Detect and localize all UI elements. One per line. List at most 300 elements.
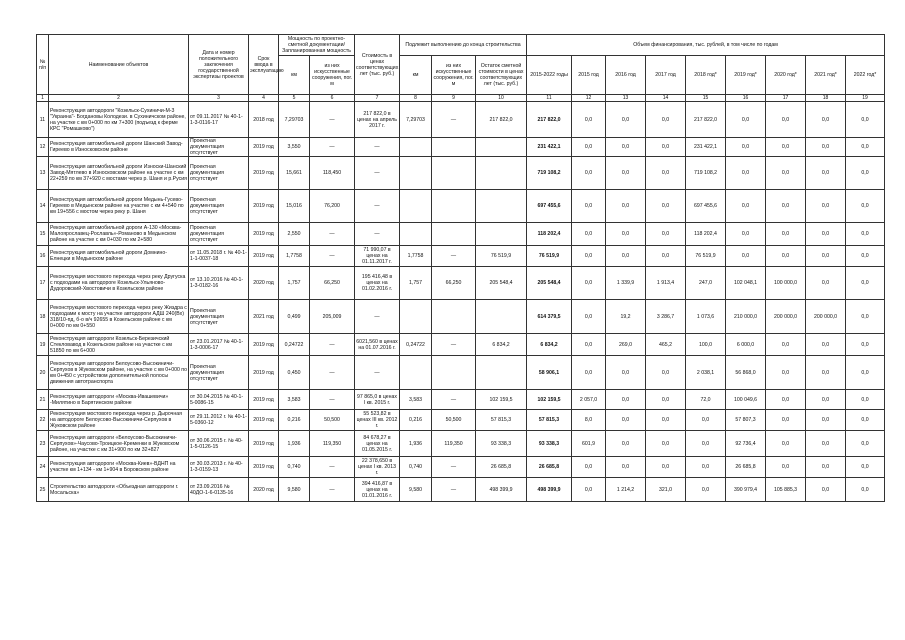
deadline: 2019 год bbox=[249, 334, 279, 356]
funding-2022: 0,0 bbox=[846, 390, 885, 410]
remaining-cost: 6 834,2 bbox=[476, 334, 527, 356]
funding-2015: 2 057,0 bbox=[572, 390, 606, 410]
funding-2015: 0,0 bbox=[572, 356, 606, 390]
expertise-info: Проектная документация отсутствует bbox=[189, 157, 249, 190]
total-2015-2022: 231 422,1 bbox=[527, 138, 572, 157]
column-number: 15 bbox=[686, 95, 726, 102]
funding-2022: 0,0 bbox=[846, 157, 885, 190]
total-2015-2022: 58 906,1 bbox=[527, 356, 572, 390]
funding-2022: 0,0 bbox=[846, 138, 885, 157]
capacity-km: 0,499 bbox=[279, 300, 310, 334]
funding-2017: 465,2 bbox=[646, 334, 686, 356]
remaining-structures: — bbox=[432, 102, 476, 138]
row-number: 17 bbox=[37, 267, 49, 300]
funding-2021: 0,0 bbox=[806, 356, 846, 390]
funding-2021: 0,0 bbox=[806, 102, 846, 138]
row-number: 11 bbox=[37, 102, 49, 138]
header-art-structures-remaining: из них искусственные сооружения, пог. м bbox=[432, 56, 476, 95]
header-deadline: Срок ввода в эксплуатацию bbox=[249, 35, 279, 95]
funding-2020: 0,0 bbox=[766, 390, 806, 410]
expertise-info: от 23.09.2016 № 40ДО-1-6-0135-16 bbox=[189, 478, 249, 502]
remaining-km: 9,580 bbox=[400, 478, 432, 502]
funding-2021: 0,0 bbox=[806, 431, 846, 457]
remaining-km: 7,29703 bbox=[400, 102, 432, 138]
funding-2020: 0,0 bbox=[766, 138, 806, 157]
funding-2017: 0,0 bbox=[646, 190, 686, 223]
header-year-2018: 2018 год* bbox=[686, 56, 726, 95]
remaining-km: 0,740 bbox=[400, 457, 432, 478]
table-row bbox=[37, 102, 885, 138]
funding-2020: 0,0 bbox=[766, 157, 806, 190]
total-2015-2022: 26 685,8 bbox=[527, 457, 572, 478]
total-2015-2022: 205 548,4 bbox=[527, 267, 572, 300]
table-row bbox=[37, 267, 885, 300]
capacity-km: 0,216 bbox=[279, 410, 310, 431]
remaining-km: 1,936 bbox=[400, 431, 432, 457]
table-row bbox=[37, 223, 885, 246]
column-number: 13 bbox=[606, 95, 646, 102]
header-to-complete: Подлежит выполнению до конца строительства bbox=[400, 35, 527, 56]
object-name: Реконструкция автодороги «Москва-Киев»-ВДНП на участке км 1+134 - км 1+904 в Боровском районе bbox=[49, 457, 189, 478]
funding-2021: 0,0 bbox=[806, 190, 846, 223]
capacity-km: 3,550 bbox=[279, 138, 310, 157]
cost: — bbox=[355, 157, 400, 190]
table-row bbox=[37, 246, 885, 267]
column-number: 1 bbox=[37, 95, 49, 102]
object-name: Реконструкция автомобильной дороги Износки-Шанский Завод-Мятлево в Износковском районе на участке с км 22+259 по км 37+920 с мостами через р. Шаня и р.Русия bbox=[49, 157, 189, 190]
remaining-cost bbox=[476, 223, 527, 246]
remaining-km bbox=[400, 157, 432, 190]
capacity-structures: 118,450 bbox=[310, 157, 355, 190]
funding-2016: 0,0 bbox=[606, 246, 646, 267]
remaining-cost: 498 399,9 bbox=[476, 478, 527, 502]
deadline: 2018 год bbox=[249, 102, 279, 138]
funding-2018: 72,0 bbox=[686, 390, 726, 410]
funding-2021: 0,0 bbox=[806, 457, 846, 478]
remaining-structures bbox=[432, 190, 476, 223]
funding-2017: 0,0 bbox=[646, 157, 686, 190]
remaining-km: 0,216 bbox=[400, 410, 432, 431]
capacity-structures: 119,350 bbox=[310, 431, 355, 457]
funding-2020: 0,0 bbox=[766, 431, 806, 457]
funding-2022: 0,0 bbox=[846, 356, 885, 390]
remaining-km bbox=[400, 190, 432, 223]
row-number: 12 bbox=[37, 138, 49, 157]
column-number-row bbox=[37, 95, 885, 102]
row-number: 22 bbox=[37, 410, 49, 431]
cost: 394 416,87 в ценах на 01.01.2016 г. bbox=[355, 478, 400, 502]
capacity-km: 15,661 bbox=[279, 157, 310, 190]
funding-2016: 19,2 bbox=[606, 300, 646, 334]
funding-2017: 0,0 bbox=[646, 431, 686, 457]
cost: 217 822,0 в ценах на апрель 2017 г. bbox=[355, 102, 400, 138]
funding-2019: 92 736,4 bbox=[726, 431, 766, 457]
deadline: 2021 год bbox=[249, 300, 279, 334]
funding-2019: 0,0 bbox=[726, 246, 766, 267]
header-remaining-cost: Остаток сметной стоимости в ценах соответствующих лет (тыс. руб.) bbox=[476, 56, 527, 95]
remaining-structures: — bbox=[432, 334, 476, 356]
total-2015-2022: 76 519,9 bbox=[527, 246, 572, 267]
row-number: 24 bbox=[37, 457, 49, 478]
funding-2017: 321,0 bbox=[646, 478, 686, 502]
capacity-km: 1,757 bbox=[279, 267, 310, 300]
funding-2020: 0,0 bbox=[766, 190, 806, 223]
funding-2018: 0,0 bbox=[686, 431, 726, 457]
funding-2022: 0,0 bbox=[846, 246, 885, 267]
deadline: 2019 год bbox=[249, 457, 279, 478]
funding-2017: 3 286,7 bbox=[646, 300, 686, 334]
column-number: 17 bbox=[766, 95, 806, 102]
funding-2022: 0,0 bbox=[846, 334, 885, 356]
remaining-cost bbox=[476, 300, 527, 334]
capacity-km: 9,580 bbox=[279, 478, 310, 502]
remaining-structures: 50,500 bbox=[432, 410, 476, 431]
cost: 84 678,27 в ценах на 01.05.2015 г. bbox=[355, 431, 400, 457]
funding-2018: 100,0 bbox=[686, 334, 726, 356]
deadline: 2019 год bbox=[249, 157, 279, 190]
cost: 6021,560 в ценах на 01.07.2016 г. bbox=[355, 334, 400, 356]
remaining-km: 1,757 bbox=[400, 267, 432, 300]
funding-2019: 102 048,1 bbox=[726, 267, 766, 300]
funding-2018: 118 202,4 bbox=[686, 223, 726, 246]
table-row bbox=[37, 457, 885, 478]
funding-2021: 0,0 bbox=[806, 410, 846, 431]
header-capacity: Мощность по проектно-сметной документации/ Запланированная мощность bbox=[279, 35, 355, 56]
capacity-structures: 205,009 bbox=[310, 300, 355, 334]
remaining-km: 1,7758 bbox=[400, 246, 432, 267]
funding-2018: 1 073,6 bbox=[686, 300, 726, 334]
funding-2018: 0,0 bbox=[686, 457, 726, 478]
deadline: 2020 год bbox=[249, 267, 279, 300]
capacity-structures: 66,250 bbox=[310, 267, 355, 300]
header-year-2016: 2016 год bbox=[606, 56, 646, 95]
column-number: 19 bbox=[846, 95, 885, 102]
funding-2017: 0,0 bbox=[646, 390, 686, 410]
funding-2019: 0,0 bbox=[726, 138, 766, 157]
funding-2020: 0,0 bbox=[766, 102, 806, 138]
expertise-info: Проектная документация отсутствует bbox=[189, 223, 249, 246]
row-number: 23 bbox=[37, 431, 49, 457]
capacity-structures: — bbox=[310, 390, 355, 410]
funding-2019: 0,0 bbox=[726, 157, 766, 190]
funding-2016: 0,0 bbox=[606, 102, 646, 138]
row-number: 14 bbox=[37, 190, 49, 223]
expertise-info: Проектная документация отсутствует bbox=[189, 356, 249, 390]
capacity-km: 0,740 bbox=[279, 457, 310, 478]
remaining-cost bbox=[476, 157, 527, 190]
funding-2021: 0,0 bbox=[806, 157, 846, 190]
object-name: Реконструкция автодороги Белоусово-Высокиничи-Серпухов в Жуковском районе, на участке с км 0+000 по км 0+450 с устройством дополнительной полосы движения автотранспорта bbox=[49, 356, 189, 390]
header-name: Наименование объектов bbox=[49, 35, 189, 95]
total-2015-2022: 6 834,2 bbox=[527, 334, 572, 356]
funding-2016: 0,0 bbox=[606, 390, 646, 410]
funding-2016: 0,0 bbox=[606, 138, 646, 157]
funding-2019: 57 807,3 bbox=[726, 410, 766, 431]
object-name: Реконструкция мостового перехода через р. Дырочная на автодороге Белоусово-Высокиничи-Серпухов в Жуковском районе bbox=[49, 410, 189, 431]
capacity-structures: 50,500 bbox=[310, 410, 355, 431]
cost: — bbox=[355, 356, 400, 390]
funding-2018: 719 108,2 bbox=[686, 157, 726, 190]
row-number: 25 bbox=[37, 478, 49, 502]
header-year-2015: 2015 год bbox=[572, 56, 606, 95]
funding-2016: 0,0 bbox=[606, 356, 646, 390]
deadline: 2019 год bbox=[249, 431, 279, 457]
expertise-info: от 29.11.2012 г. № 40-1-5-0360-12 bbox=[189, 410, 249, 431]
capacity-km: 3,583 bbox=[279, 390, 310, 410]
funding-2018: 0,0 bbox=[686, 410, 726, 431]
funding-table bbox=[36, 34, 885, 502]
row-number: 18 bbox=[37, 300, 49, 334]
funding-2016: 0,0 bbox=[606, 410, 646, 431]
funding-2018: 0,0 bbox=[686, 478, 726, 502]
capacity-structures: — bbox=[310, 138, 355, 157]
funding-2016: 1 339,9 bbox=[606, 267, 646, 300]
remaining-structures bbox=[432, 356, 476, 390]
remaining-km bbox=[400, 223, 432, 246]
funding-2021: 200 000,0 bbox=[806, 300, 846, 334]
total-2015-2022: 102 159,5 bbox=[527, 390, 572, 410]
funding-2022: 0,0 bbox=[846, 457, 885, 478]
row-number: 15 bbox=[37, 223, 49, 246]
funding-2018: 217 822,0 bbox=[686, 102, 726, 138]
expertise-info: от 23.01.2017 № 40-1-1-3-0006-17 bbox=[189, 334, 249, 356]
funding-2019: 210 000,0 bbox=[726, 300, 766, 334]
deadline: 2019 год bbox=[249, 356, 279, 390]
capacity-structures: — bbox=[310, 223, 355, 246]
funding-2018: 697 455,6 bbox=[686, 190, 726, 223]
column-number: 3 bbox=[189, 95, 249, 102]
cost: 195 416,48 в ценах на 01.02.2016 г. bbox=[355, 267, 400, 300]
remaining-km bbox=[400, 300, 432, 334]
total-2015-2022: 719 108,2 bbox=[527, 157, 572, 190]
object-name: Реконструкция автодороги «Москва-Ивашевичи» -Милятино в Барятинском районе bbox=[49, 390, 189, 410]
document-sheet bbox=[36, 34, 877, 502]
remaining-structures bbox=[432, 157, 476, 190]
header-year-2022: 2022 год* bbox=[846, 56, 885, 95]
column-number: 8 bbox=[400, 95, 432, 102]
funding-2015: 0,0 bbox=[572, 246, 606, 267]
funding-2022: 0,0 bbox=[846, 410, 885, 431]
expertise-info: от 13.10.2016 № 40-1-1-3-0182-16 bbox=[189, 267, 249, 300]
funding-2022: 0,0 bbox=[846, 223, 885, 246]
funding-2022: 0,0 bbox=[846, 300, 885, 334]
funding-2016: 1 214,2 bbox=[606, 478, 646, 502]
capacity-structures: — bbox=[310, 246, 355, 267]
remaining-cost: 76 519,9 bbox=[476, 246, 527, 267]
remaining-cost: 57 815,3 bbox=[476, 410, 527, 431]
column-number: 6 bbox=[310, 95, 355, 102]
column-number: 4 bbox=[249, 95, 279, 102]
table-row bbox=[37, 410, 885, 431]
deadline: 2019 год bbox=[249, 410, 279, 431]
funding-2015: 0,0 bbox=[572, 478, 606, 502]
funding-2016: 0,0 bbox=[606, 457, 646, 478]
header-year-2019: 2019 год* bbox=[726, 56, 766, 95]
header-year-2021: 2021 год* bbox=[806, 56, 846, 95]
funding-2021: 0,0 bbox=[806, 138, 846, 157]
funding-2017: 0,0 bbox=[646, 457, 686, 478]
column-number: 16 bbox=[726, 95, 766, 102]
header-cost: Стоимость в ценах соответствующих лет (тыс. руб.) bbox=[355, 35, 400, 95]
column-number: 2 bbox=[49, 95, 189, 102]
remaining-structures: 119,350 bbox=[432, 431, 476, 457]
object-name: Реконструкция мостового перехода через реку Жиздра с подходами к мосту на участке автодороги АДШ 240(Вх) 318/10-пд, б-о в/ч 92655 в Козельском районе с км 0+000 по км 0+550 bbox=[49, 300, 189, 334]
capacity-km: 15,016 bbox=[279, 190, 310, 223]
table-row bbox=[37, 390, 885, 410]
funding-2019: 100 049,6 bbox=[726, 390, 766, 410]
funding-2020: 100 000,0 bbox=[766, 267, 806, 300]
funding-2021: 0,0 bbox=[806, 223, 846, 246]
remaining-cost: 26 685,8 bbox=[476, 457, 527, 478]
remaining-km: 0,24722 bbox=[400, 334, 432, 356]
funding-2020: 0,0 bbox=[766, 223, 806, 246]
header-expertise: Дата и номер положительного заключения государственной экспертизы проектов bbox=[189, 35, 249, 95]
remaining-km bbox=[400, 356, 432, 390]
column-number: 18 bbox=[806, 95, 846, 102]
funding-2019: 56 868,0 bbox=[726, 356, 766, 390]
expertise-info: Проектная документация отсутствует bbox=[189, 190, 249, 223]
object-name: Реконструкция мостового перехода через реку Другуска с подходами на автодороге Козельск-Ульяново-Дудоровский-Хвостовичи в Козельском районе bbox=[49, 267, 189, 300]
table-row bbox=[37, 431, 885, 457]
funding-2018: 231 422,1 bbox=[686, 138, 726, 157]
capacity-km: 1,936 bbox=[279, 431, 310, 457]
remaining-km: 3,583 bbox=[400, 390, 432, 410]
column-number: 7 bbox=[355, 95, 400, 102]
funding-2020: 0,0 bbox=[766, 356, 806, 390]
total-2015-2022: 217 822,0 bbox=[527, 102, 572, 138]
capacity-km: 2,550 bbox=[279, 223, 310, 246]
remaining-cost bbox=[476, 356, 527, 390]
funding-2015: 0,0 bbox=[572, 267, 606, 300]
funding-2017: 0,0 bbox=[646, 410, 686, 431]
funding-2021: 0,0 bbox=[806, 334, 846, 356]
funding-2022: 0,0 bbox=[846, 190, 885, 223]
deadline: 2019 год bbox=[249, 223, 279, 246]
header-art-structures: из них искусственные сооружения, пог. м bbox=[310, 56, 355, 95]
object-name: Реконструкция автодороги "Козельск-Сухиничи-М-3 "Украина"- Богдановы Колодези. в Сухиничском районе, на участке с км 0+000 по км 7+300 (подъезд к ферме КРС "Ромашково") bbox=[49, 102, 189, 138]
funding-2022: 0,0 bbox=[846, 478, 885, 502]
column-number: 14 bbox=[646, 95, 686, 102]
table-row bbox=[37, 478, 885, 502]
deadline: 2020 год bbox=[249, 478, 279, 502]
deadline: 2019 год bbox=[249, 190, 279, 223]
object-name: Реконструкция автомобильной дороги Медынь-Гусево-Гиреево в Медынском районе на участке с км 4+540 по км 19+556 с мостом через реку р. Шаня bbox=[49, 190, 189, 223]
expertise-info: от 30.04.2015 № 40-1-5-0086-15 bbox=[189, 390, 249, 410]
funding-2021: 0,0 bbox=[806, 246, 846, 267]
object-name: Реконструкция автодороги «Белоусово-Высокиничи-Серпухов»-Чаусово-Троицкое-Кременки в Жуковском районе, на участке с км 31+900 по км 32+827 bbox=[49, 431, 189, 457]
header-funding: Объем финансирования, тыс. рублей, в том числе по годам bbox=[527, 35, 885, 56]
funding-2015: 601,9 bbox=[572, 431, 606, 457]
remaining-structures bbox=[432, 138, 476, 157]
funding-2016: 0,0 bbox=[606, 223, 646, 246]
column-number: 12 bbox=[572, 95, 606, 102]
expertise-info: от 11.05.2018 г. № 40-1-1-1-0037-18 bbox=[189, 246, 249, 267]
remaining-cost bbox=[476, 190, 527, 223]
table-row bbox=[37, 300, 885, 334]
remaining-structures bbox=[432, 223, 476, 246]
cost: 55 523,82 в ценах III кв. 2012 г. bbox=[355, 410, 400, 431]
funding-2017: 0,0 bbox=[646, 138, 686, 157]
cost: 71 990,07 в ценах на 01.11.2017 г. bbox=[355, 246, 400, 267]
funding-2015: 0,0 bbox=[572, 157, 606, 190]
table-row bbox=[37, 157, 885, 190]
header-km: км bbox=[279, 56, 310, 95]
column-number: 5 bbox=[279, 95, 310, 102]
expertise-info: Проектная документация отсутствует bbox=[189, 300, 249, 334]
funding-2015: 0,0 bbox=[572, 138, 606, 157]
funding-2015: 0,0 bbox=[572, 190, 606, 223]
funding-2015: 0,0 bbox=[572, 223, 606, 246]
funding-2022: 0,0 bbox=[846, 267, 885, 300]
row-number: 13 bbox=[37, 157, 49, 190]
funding-2017: 0,0 bbox=[646, 223, 686, 246]
funding-2016: 0,0 bbox=[606, 190, 646, 223]
funding-2017: 0,0 bbox=[646, 102, 686, 138]
cost: — bbox=[355, 223, 400, 246]
header-year-2020: 2020 год* bbox=[766, 56, 806, 95]
expertise-info: от 09.11.2017 № 40-1-1-3-0116-17 bbox=[189, 102, 249, 138]
cost: — bbox=[355, 300, 400, 334]
funding-2018: 247,0 bbox=[686, 267, 726, 300]
remaining-structures: — bbox=[432, 478, 476, 502]
funding-2018: 2 038,1 bbox=[686, 356, 726, 390]
table-row bbox=[37, 334, 885, 356]
funding-2021: 0,0 bbox=[806, 267, 846, 300]
funding-2021: 0,0 bbox=[806, 478, 846, 502]
funding-2019: 390 979,4 bbox=[726, 478, 766, 502]
remaining-structures: — bbox=[432, 390, 476, 410]
funding-2016: 0,0 bbox=[606, 157, 646, 190]
object-name: Строительство автодороги «Объездная автодороги г. Мосальска» bbox=[49, 478, 189, 502]
funding-2020: 0,0 bbox=[766, 246, 806, 267]
expertise-info: от 30.06.2015 г. № 40-1-5-0126-15 bbox=[189, 431, 249, 457]
table-row bbox=[37, 138, 885, 157]
capacity-km: 7,29703 bbox=[279, 102, 310, 138]
object-name: Реконструкция автомобильной дороги Домнино-Елнецки в Медынском районе bbox=[49, 246, 189, 267]
funding-2020: 200 000,0 bbox=[766, 300, 806, 334]
funding-2022: 0,0 bbox=[846, 431, 885, 457]
expertise-info: от 30.03.2013 г. № 40-1-3-0159-13 bbox=[189, 457, 249, 478]
capacity-km: 1,7758 bbox=[279, 246, 310, 267]
funding-2019: 0,0 bbox=[726, 190, 766, 223]
remaining-cost: 93 338,3 bbox=[476, 431, 527, 457]
funding-2020: 0,0 bbox=[766, 457, 806, 478]
capacity-structures: — bbox=[310, 356, 355, 390]
object-name: Реконструкция автомобильной дороги Шанский Завод-Гиреево в Износковском районе bbox=[49, 138, 189, 157]
funding-2015: 0,0 bbox=[572, 102, 606, 138]
remaining-cost: 217 822,0 bbox=[476, 102, 527, 138]
funding-2019: 26 685,8 bbox=[726, 457, 766, 478]
header-no: № п/п bbox=[37, 35, 49, 95]
table-row bbox=[37, 356, 885, 390]
funding-2015: 8,0 bbox=[572, 410, 606, 431]
deadline: 2019 год bbox=[249, 246, 279, 267]
row-number: 21 bbox=[37, 390, 49, 410]
object-name: Реконструкция автодороги Козельск-Березичский Стекловавод в Козельском районе на участке с км 51850 по км 6+000 bbox=[49, 334, 189, 356]
header-year-total: 2015-2022 годы bbox=[527, 56, 572, 95]
column-number: 10 bbox=[476, 95, 527, 102]
total-2015-2022: 697 455,6 bbox=[527, 190, 572, 223]
funding-2016: 0,0 bbox=[606, 431, 646, 457]
capacity-structures: — bbox=[310, 457, 355, 478]
deadline: 2019 год bbox=[249, 138, 279, 157]
funding-2020: 0,0 bbox=[766, 334, 806, 356]
header-km-remaining: км bbox=[400, 56, 432, 95]
funding-2018: 76 519,9 bbox=[686, 246, 726, 267]
total-2015-2022: 614 379,5 bbox=[527, 300, 572, 334]
capacity-structures: 76,200 bbox=[310, 190, 355, 223]
remaining-structures: — bbox=[432, 457, 476, 478]
